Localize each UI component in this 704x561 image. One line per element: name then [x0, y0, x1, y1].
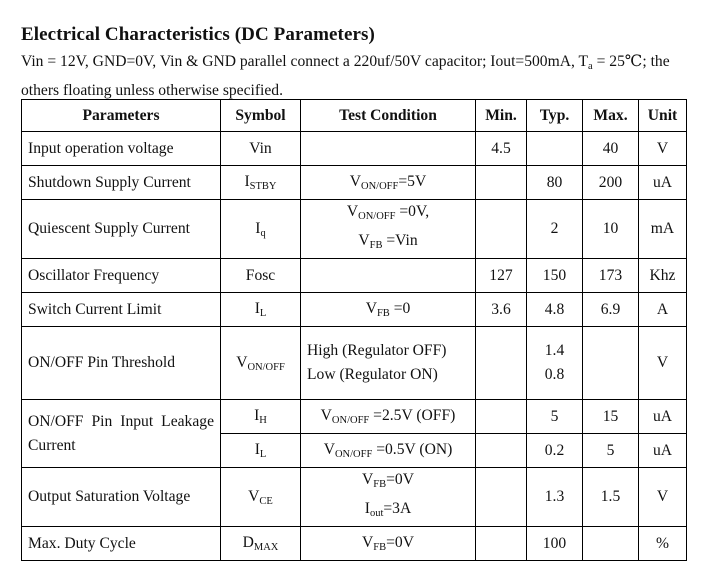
symbol-main: V: [236, 353, 248, 371]
condition-cell: [301, 468, 476, 527]
unit-cell: %: [639, 527, 687, 561]
symbol-cell: [221, 293, 301, 327]
col-header-typ: Typ.: [527, 100, 583, 132]
test-conditions-note: [21, 50, 689, 103]
unit-cell: V: [639, 132, 687, 166]
condition-line: [307, 229, 469, 258]
condition-main: V: [349, 173, 362, 190]
unit-cell: uA: [639, 434, 687, 468]
condition-main: I: [364, 500, 370, 517]
min-cell: [476, 434, 527, 468]
max-cell: [583, 327, 639, 400]
max-cell: 10: [583, 200, 639, 259]
condition-main: V: [362, 471, 374, 488]
condition-cell: [301, 527, 476, 561]
condition-rest: =0: [389, 300, 411, 317]
min-cell: 127: [476, 259, 527, 293]
unit-cell: V: [639, 468, 687, 527]
condition-rest: =0.5V (ON): [372, 441, 453, 458]
parameter-cell: Max. Duty Cycle: [22, 527, 221, 561]
symbol-main: I: [254, 441, 260, 458]
col-header-min: Min.: [476, 100, 527, 132]
unit-cell: A: [639, 293, 687, 327]
symbol-sub: STBY: [249, 181, 277, 192]
condition-cell: [301, 200, 476, 259]
unit-cell: uA: [639, 166, 687, 200]
condition-sub: FB: [376, 308, 390, 319]
parameter-text: ON/OFF Pin Input Leakage Current: [28, 412, 214, 454]
condition-cell: [301, 400, 476, 434]
condition-main: V: [362, 534, 374, 551]
typ-line: 1.4: [544, 342, 565, 359]
unit-cell: V: [639, 327, 687, 400]
min-cell: 3.6: [476, 293, 527, 327]
condition-main: V: [320, 407, 332, 424]
min-cell: [476, 400, 527, 434]
condition-main: V: [358, 232, 370, 249]
condition-cell: [301, 327, 476, 400]
symbol-main: I: [254, 407, 260, 424]
parameter-cell: [22, 400, 221, 468]
condition-rest: =3A: [383, 500, 412, 517]
table-header-row: [22, 100, 687, 132]
symbol-main: I: [254, 300, 260, 317]
table-row: [22, 293, 687, 327]
min-cell: [476, 200, 527, 259]
condition-main: V: [365, 300, 377, 317]
conditions-subscript: a: [588, 61, 593, 72]
condition-sub: FB: [373, 542, 387, 553]
condition-main: V: [346, 203, 359, 220]
condition-main: V: [323, 441, 335, 458]
condition-cell: [301, 166, 476, 200]
symbol-sub: CE: [259, 495, 273, 507]
condition-line: [307, 497, 469, 526]
parameter-cell: Shutdown Supply Current: [22, 166, 221, 200]
unit-cell: Khz: [639, 259, 687, 293]
typ-cell: 0.2: [527, 434, 583, 468]
symbol-cell: [221, 468, 301, 527]
max-cell: 1.5: [583, 468, 639, 527]
unit-cell: uA: [639, 400, 687, 434]
condition-cell: [301, 293, 476, 327]
col-header-max: Max.: [583, 100, 639, 132]
typ-cell: 4.8: [527, 293, 583, 327]
table-row: [22, 132, 687, 166]
parameter-cell: Quiescent Supply Current: [22, 200, 221, 259]
condition-rest: =5V: [398, 173, 427, 190]
min-cell: [476, 468, 527, 527]
col-header-test-condition: Test Condition: [301, 100, 476, 132]
table-row: [22, 166, 687, 200]
max-cell: 15: [583, 400, 639, 434]
parameter-cell: ON/OFF Pin Threshold: [22, 327, 221, 400]
page-title: Electrical Characteristics (DC Parameters): [21, 24, 375, 45]
condition-cell: [301, 434, 476, 468]
max-cell: 173: [583, 259, 639, 293]
min-cell: 4.5: [476, 132, 527, 166]
symbol-cell: [221, 400, 301, 434]
condition-rest: =0V: [386, 534, 414, 551]
parameter-cell: Output Saturation Voltage: [22, 468, 221, 527]
condition-sub: FB: [373, 479, 387, 490]
symbol-main: Fosc: [245, 266, 276, 284]
col-header-symbol: Symbol: [221, 100, 301, 132]
symbol-cell: [221, 200, 301, 259]
table-row: [22, 527, 687, 561]
condition-sub: ON/OFF: [334, 449, 373, 460]
typ-cell: 1.3: [527, 468, 583, 527]
typ-cell: 5: [527, 400, 583, 434]
max-cell: 6.9: [583, 293, 639, 327]
condition-line: [307, 468, 469, 497]
typ-cell: [527, 132, 583, 166]
condition-rest: =Vin: [382, 232, 418, 249]
parameter-cell: Switch Current Limit: [22, 293, 221, 327]
condition-sub: FB: [369, 240, 383, 251]
symbol-sub: L: [259, 449, 267, 460]
max-cell: [583, 527, 639, 561]
typ-cell: 100: [527, 527, 583, 561]
table-row: [22, 400, 687, 434]
conditions-text-part2: = 25℃; the others floating unless otherwise specified.: [21, 53, 670, 99]
symbol-cell: [221, 166, 301, 200]
dc-parameters-table: [21, 99, 687, 561]
condition-cell: [301, 132, 476, 166]
symbol-cell: [221, 259, 301, 293]
condition-sub: ON/OFF: [361, 181, 399, 192]
typ-cell: 80: [527, 166, 583, 200]
min-cell: [476, 527, 527, 561]
symbol-sub: ON/OFF: [247, 361, 285, 373]
condition-rest: =2.5V (OFF): [369, 407, 456, 424]
table-row: [22, 259, 687, 293]
symbol-main: I: [244, 173, 250, 190]
typ-cell: 150: [527, 259, 583, 293]
max-cell: 40: [583, 132, 639, 166]
symbol-sub: L: [259, 308, 267, 319]
symbol-sub: H: [259, 415, 267, 426]
conditions-text-part1: Vin = 12V, GND=0V, Vin & GND parallel connect a 220uf/50V capacitor; Iout=500mA, T: [21, 53, 589, 70]
table-row: [22, 468, 687, 527]
condition-sub: ON/OFF: [331, 415, 370, 426]
typ-line: 0.8: [544, 366, 565, 383]
condition-line: High (Regulator OFF): [307, 342, 447, 359]
max-cell: 200: [583, 166, 639, 200]
col-header-parameters: Parameters: [22, 100, 221, 132]
symbol-main: D: [242, 534, 254, 551]
condition-cell: [301, 259, 476, 293]
min-cell: [476, 327, 527, 400]
unit-cell: mA: [639, 200, 687, 259]
min-cell: [476, 166, 527, 200]
parameter-cell: Oscillator Frequency: [22, 259, 221, 293]
symbol-main: Vin: [249, 139, 272, 157]
symbol-cell: [221, 434, 301, 468]
symbol-main: V: [248, 487, 260, 505]
condition-line: Low (Regulator ON): [307, 366, 438, 383]
symbol-cell: [221, 132, 301, 166]
typ-cell: 2: [527, 200, 583, 259]
condition-rest: =0V: [386, 471, 414, 488]
max-cell: 5: [583, 434, 639, 468]
col-header-unit: Unit: [639, 100, 687, 132]
condition-line: [307, 200, 469, 229]
symbol-cell: [221, 527, 301, 561]
typ-cell: [527, 327, 583, 400]
symbol-sub: MAX: [253, 542, 279, 553]
table-row: [22, 200, 687, 259]
symbol-cell: [221, 327, 301, 400]
symbol-main: I: [255, 219, 261, 237]
condition-sub: ON/OFF: [358, 211, 396, 222]
parameter-cell: Input operation voltage: [22, 132, 221, 166]
table-row: [22, 327, 687, 400]
symbol-sub: q: [260, 227, 266, 239]
condition-sub: out: [369, 508, 384, 519]
condition-rest: =0V,: [395, 203, 430, 220]
